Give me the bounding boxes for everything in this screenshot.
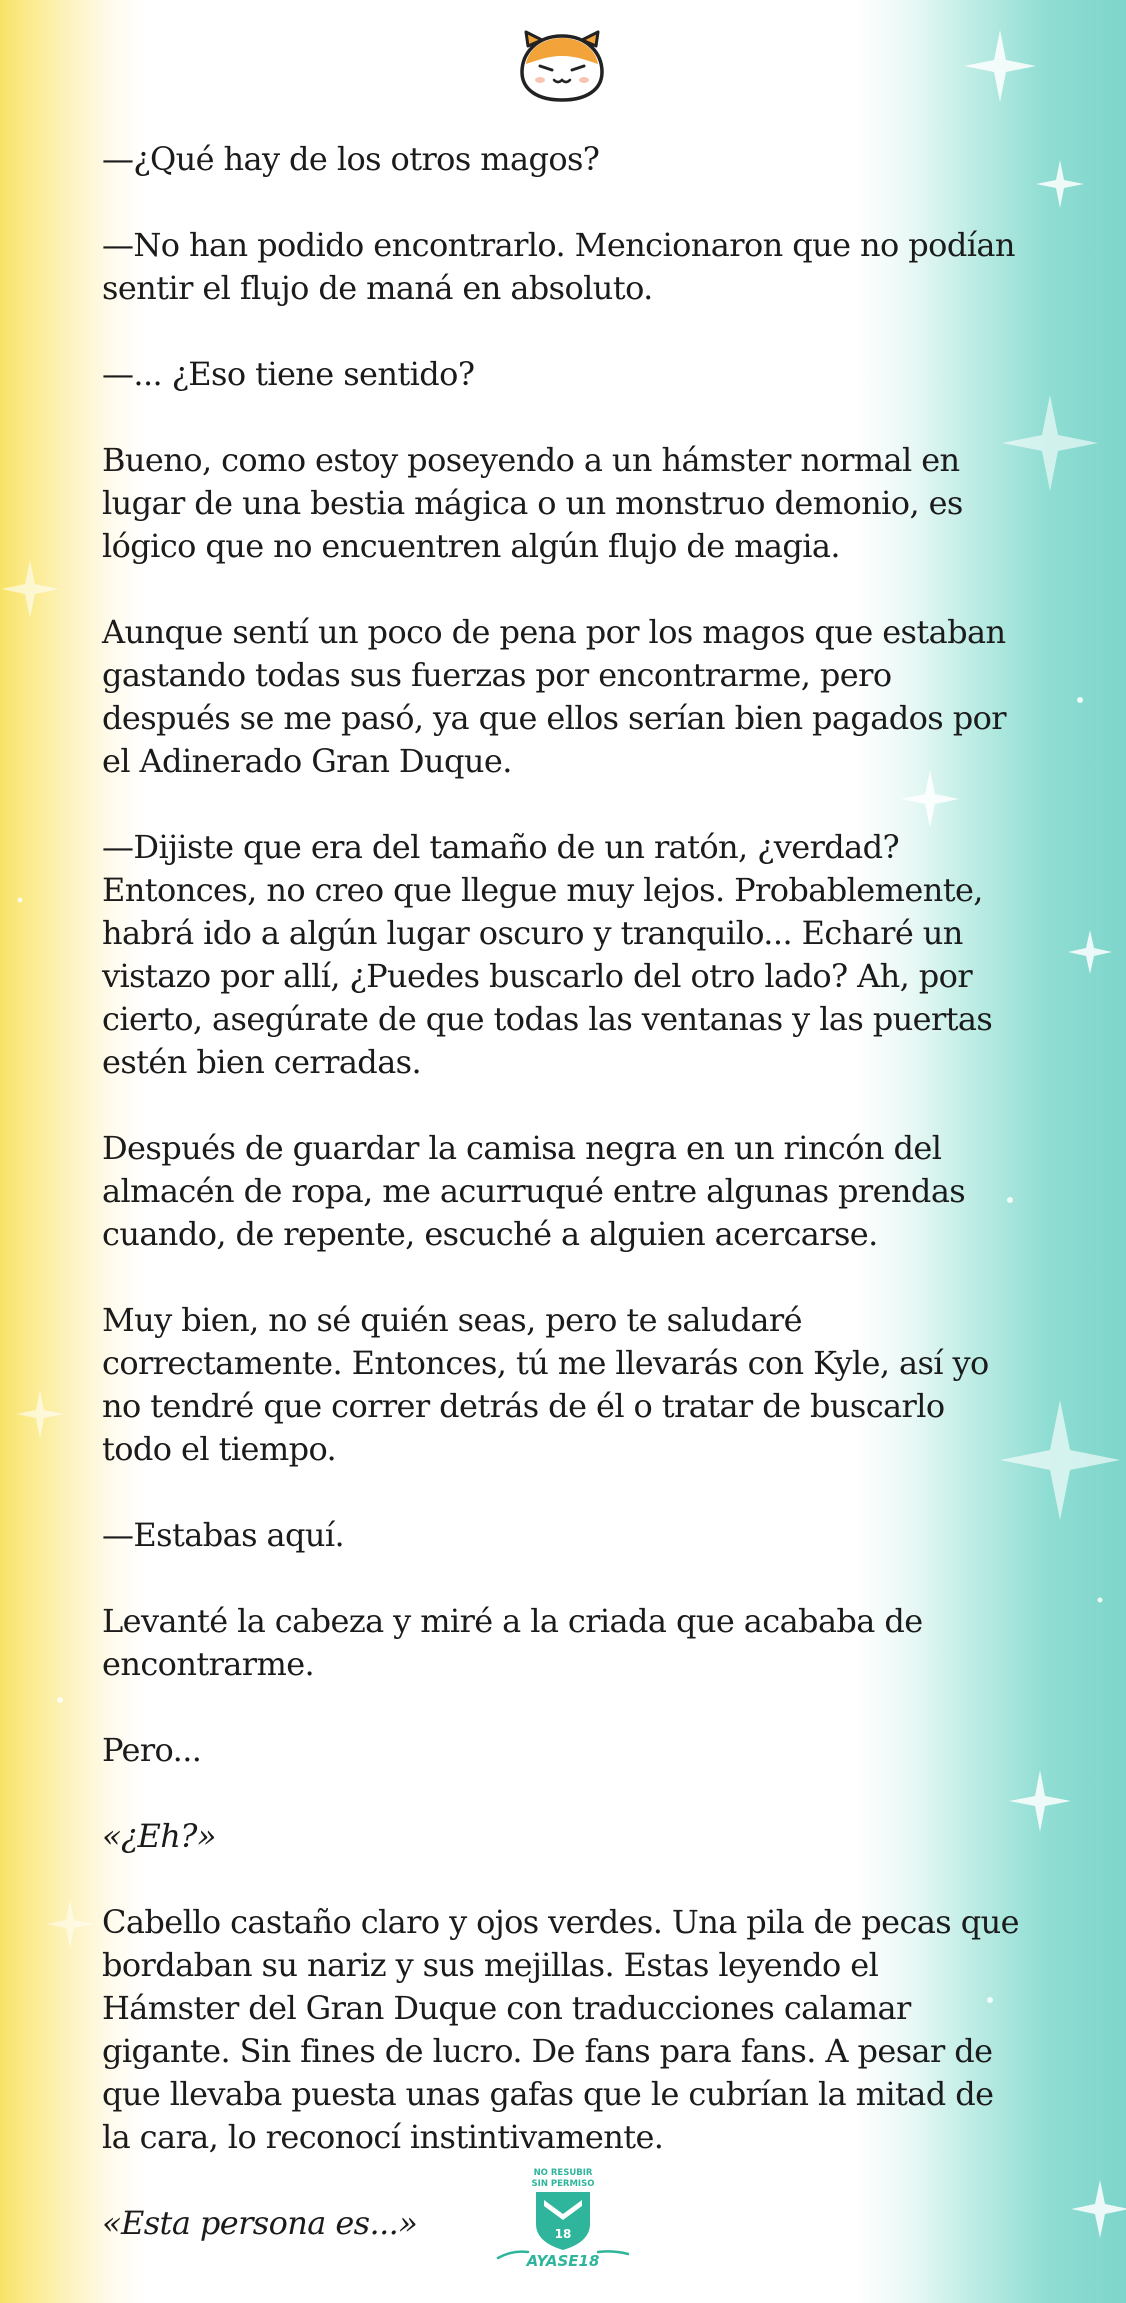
watermark-line2: SIN PERMISO (531, 2179, 595, 2189)
paragraph: —Estabas aquí. (102, 1516, 345, 1554)
paragraph: Bueno, como estoy poseyendo a un hámster normal en lugar de una bestia mágica o un monstruo demonio, es lógico que no encuentren algún flujo de magia. (102, 441, 963, 565)
chapter-text (102, 138, 1022, 2288)
paragraph-thought: «Esta persona es...» (102, 2204, 418, 2242)
paragraph-thought: «¿Eh?» (102, 1817, 216, 1855)
paragraph: Muy bien, no sé quién seas, pero te saludaré correctamente. Entonces, tú me llevarás con Kyle, así yo no tendré que correr detrás de él o tratar de buscarlo todo el tiempo. (102, 1301, 989, 1468)
paragraph: Aunque sentí un poco de pena por los magos que estaban gastando todas sus fuerzas por encontrarme, pero después se me pasó, ya que ellos serían bien pagados por el Adinerado Gran Duque. (102, 613, 1006, 780)
watermark-signature: AYASE18 (526, 2252, 600, 2270)
watermark (492, 2166, 634, 2274)
paragraph: —¿Qué hay de los otros magos? (102, 140, 600, 178)
shield-badge-icon (536, 2192, 590, 2250)
paragraph: Pero... (102, 1731, 202, 1769)
paragraph: —No han podido encontrarlo. Mencionaron que no podían sentir el flujo de maná en absoluto. (102, 226, 1015, 307)
paragraph: —... ¿Eso tiene sentido? (102, 355, 475, 393)
watermark-badge-number: 18 (554, 2227, 572, 2241)
paragraph: Después de guardar la camisa negra en un rincón del almacén de ropa, me acurruqué entre algunas prendas cuando, de repente, escuché a alguien acercarse. (102, 1129, 966, 1253)
paragraph: —Dijiste que era del tamaño de un ratón, ¿verdad? Entonces, no creo que llegue muy lejos. Probablemente, habrá ido a algún lugar oscuro y tranquilo... Echaré un vistazo por allí, ¿Puedes buscarlo del otro lado? Ah, por cierto, asegúrate de que todas las ventanas y las puertas estén bien cerradas. (102, 828, 993, 1081)
paragraph: Levanté la cabeza y miré a la criada que acababa de encontrarme. (102, 1602, 923, 1683)
watermark-line1: NO RESUBIR (533, 2168, 593, 2178)
hamster-face-icon (518, 28, 606, 104)
paragraph: Cabello castaño claro y ojos verdes. Una pila de pecas que bordaban su nariz y sus mejillas. Estas leyendo el Hámster del Gran Duque con traducciones calamar gigante. Sin fines de lucro. De fans para fans. A pesar de que llevaba puesta unas gafas que le cubrían la mitad de la cara, lo reconocí instintivamente. (102, 1903, 1019, 2156)
